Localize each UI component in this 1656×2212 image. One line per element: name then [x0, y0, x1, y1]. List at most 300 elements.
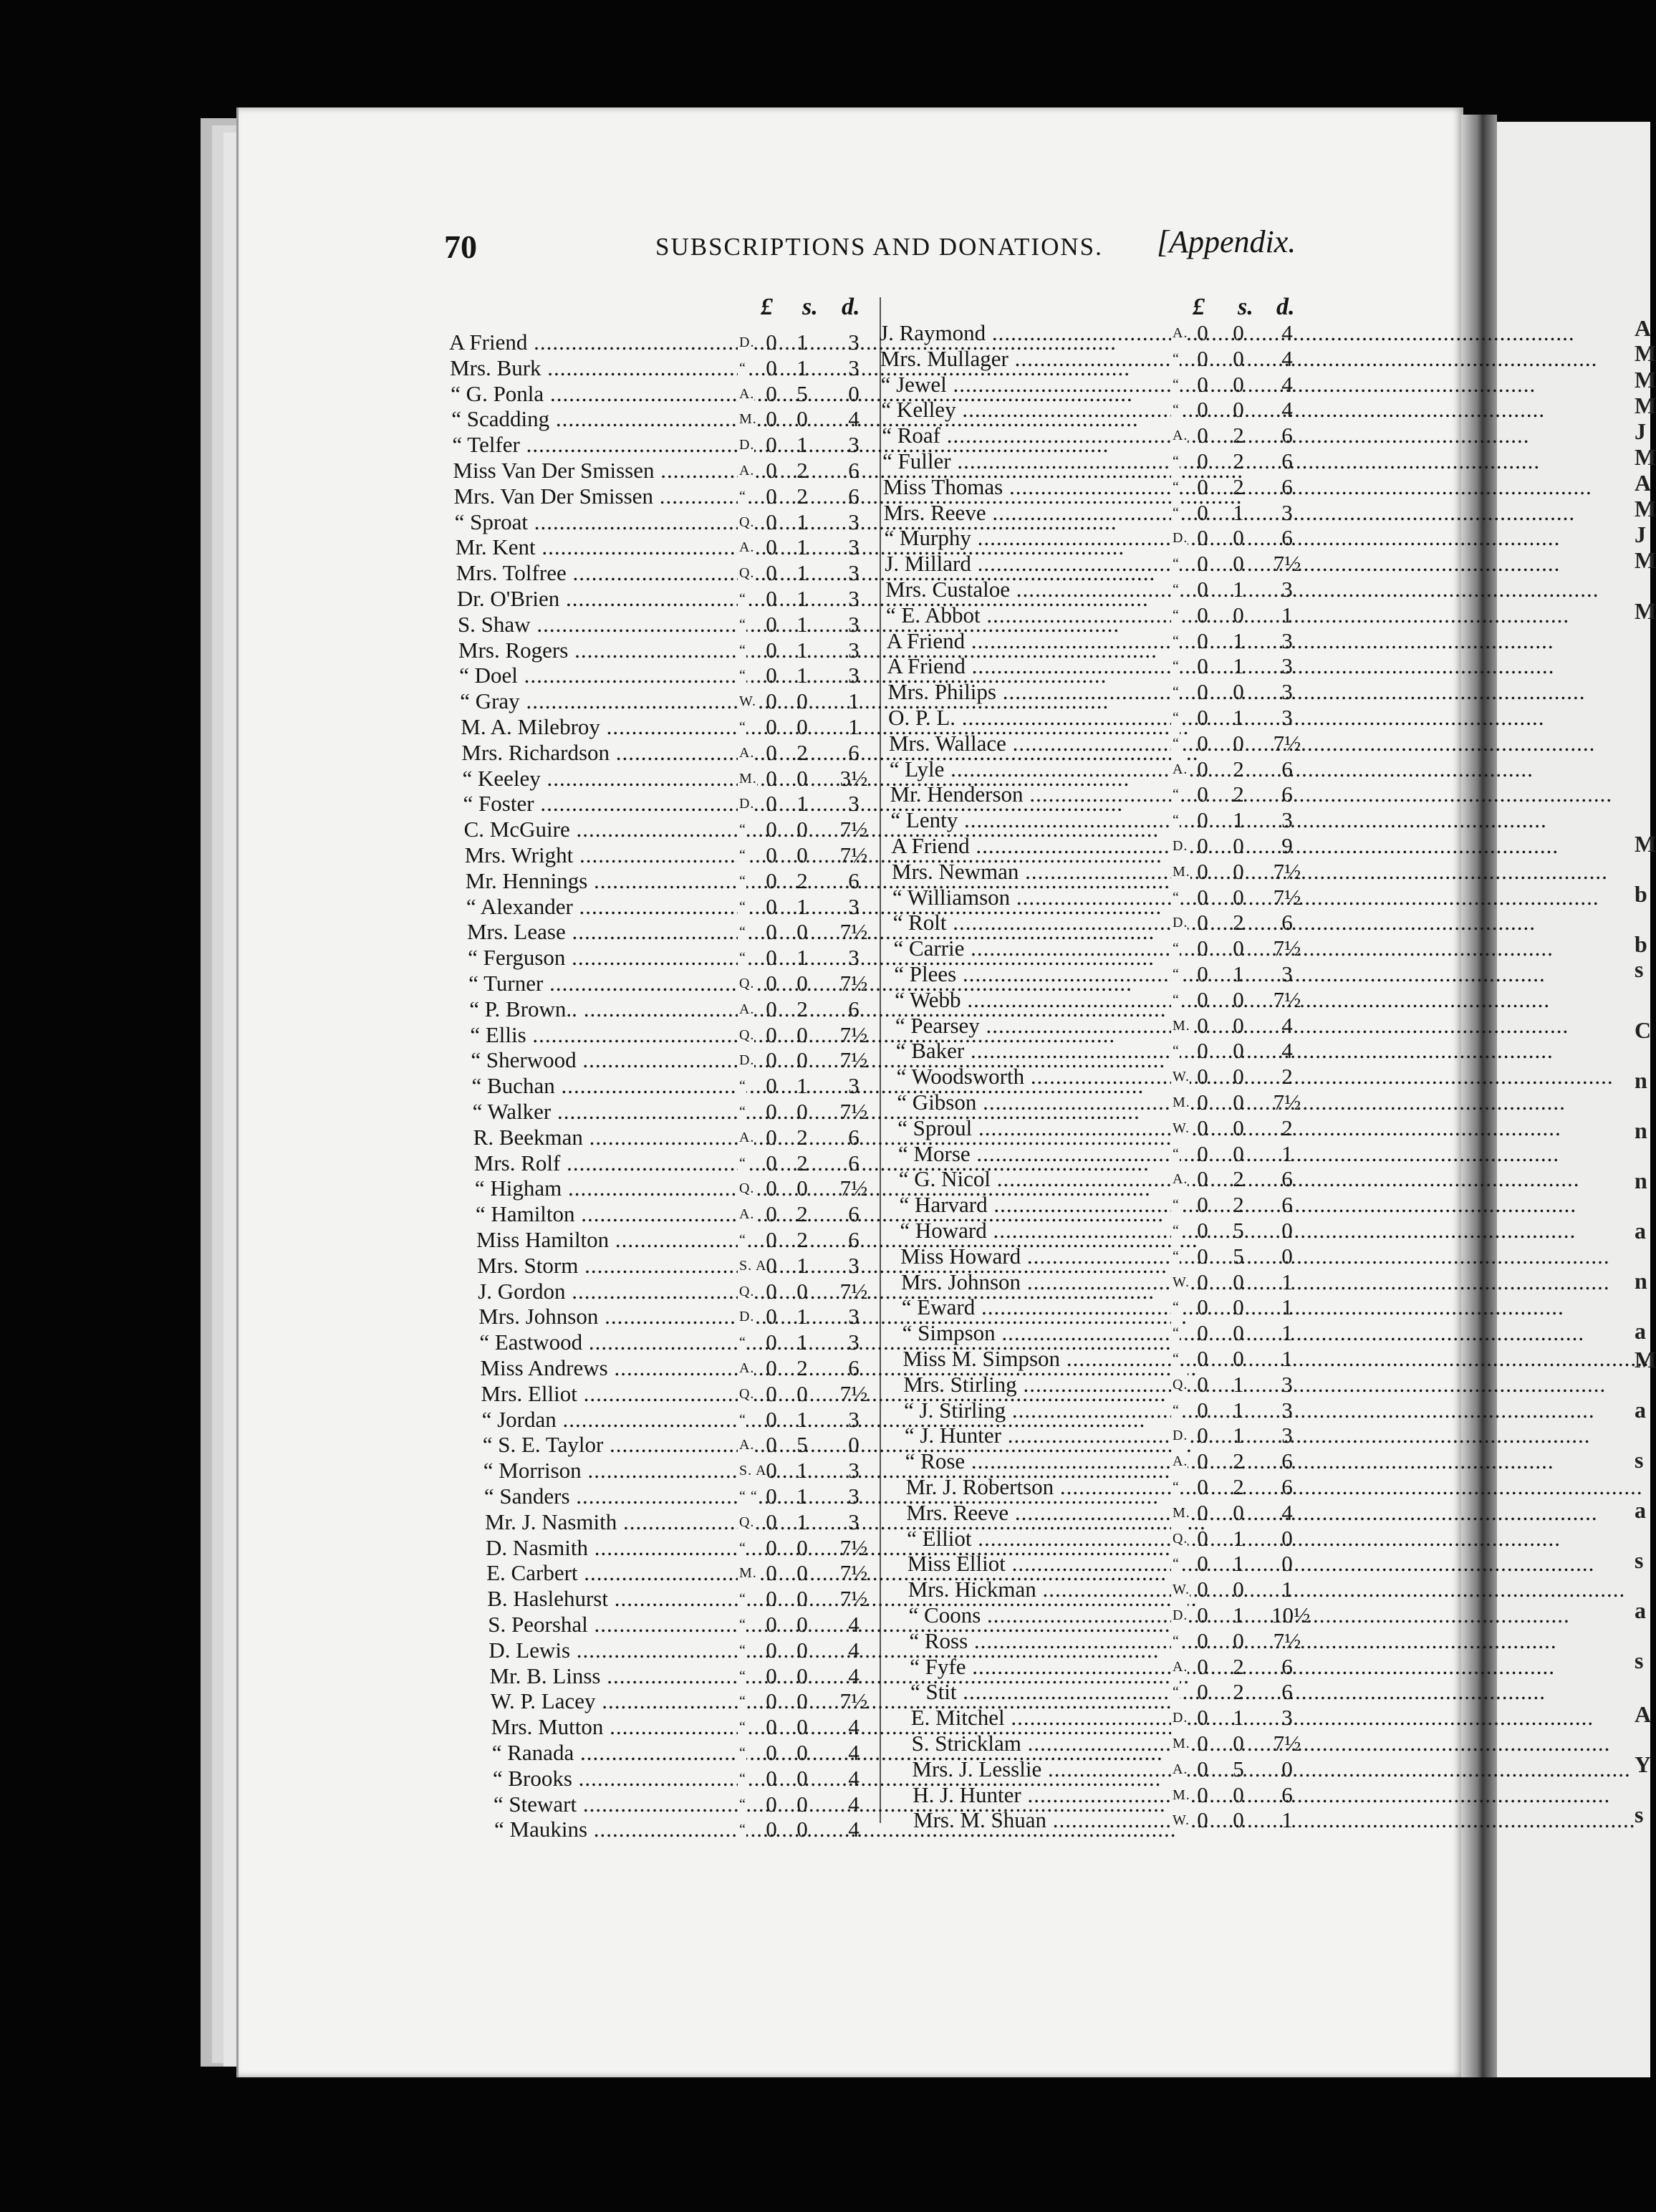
- subscriber-name: “ Morrison .....: [483, 1458, 738, 1484]
- pounds-value: 0: [766, 867, 777, 893]
- list-item: [458, 638, 881, 663]
- subscriber-name: “ Carrie .....: [893, 936, 1171, 961]
- list-item: [464, 817, 881, 842]
- subscriber-name: “ Coons .....: [909, 1602, 1171, 1628]
- pounds-value: 0: [766, 1227, 777, 1252]
- list-item: [449, 330, 881, 355]
- ward-code: A.: [738, 1355, 754, 1381]
- ward-code: “: [1171, 1038, 1180, 1064]
- subscriber-name: Mrs. Johnson .....: [478, 1304, 738, 1329]
- list-item: [491, 1688, 881, 1714]
- subscriber-name: “ Keeley .....: [462, 766, 738, 792]
- ward-code: “: [738, 638, 746, 663]
- subscriber-name: “ Fyfe .....: [910, 1654, 1171, 1680]
- list-item: [485, 1509, 881, 1535]
- list-item: [909, 1602, 1318, 1628]
- shillings-value: 0: [1233, 345, 1244, 371]
- pounds-value: 0: [766, 330, 777, 355]
- list-item: [478, 1279, 881, 1304]
- list-item: [881, 372, 1318, 398]
- shillings-value: 0: [1233, 602, 1244, 627]
- pence-value: 4: [848, 1740, 860, 1765]
- list-item: [908, 1551, 1318, 1577]
- shillings-value: 1: [1233, 627, 1244, 653]
- ward-code: M.: [1171, 859, 1190, 885]
- ward-code: W.: [1171, 1064, 1190, 1090]
- pence-value: 7½: [839, 1380, 868, 1406]
- pounds-value: 0: [1197, 1781, 1208, 1807]
- pence-value: 7½: [1273, 986, 1301, 1012]
- subscriber-name: “ E. Abbot .....: [886, 602, 1171, 628]
- ward-code: “: [738, 586, 746, 612]
- list-item: [906, 1500, 1318, 1526]
- shillings-value: 0: [796, 1663, 808, 1688]
- shillings-value: 1: [796, 1484, 808, 1509]
- ward-code: “: [738, 1227, 746, 1253]
- list-item: [889, 731, 1318, 756]
- list-item: [461, 740, 881, 766]
- subscriber-name: A Friend .....: [891, 833, 1171, 859]
- shillings-value: 1: [1233, 1397, 1244, 1423]
- list-item: [473, 1125, 881, 1150]
- pounds-value: 0: [1197, 1499, 1208, 1525]
- shillings-value: 1: [1233, 1423, 1244, 1448]
- list-item: [902, 1294, 1318, 1320]
- pence-value: 0: [1281, 1218, 1293, 1243]
- pounds-value: 0: [766, 817, 777, 842]
- subscriber-name: Mrs. Tolfree .....: [456, 560, 738, 586]
- pounds-value: 0: [1197, 961, 1208, 986]
- ward-code: “: [738, 1407, 746, 1433]
- shillings-value: 0: [796, 1765, 808, 1791]
- list-item: [901, 1269, 1318, 1295]
- pence-value: 4: [1281, 320, 1293, 345]
- ward-code: A.: [1171, 756, 1188, 782]
- pounds-value: 0: [766, 688, 777, 714]
- ward-code: Q.: [738, 1175, 754, 1201]
- pence-value: 6: [848, 739, 860, 765]
- pence-value: 7½: [1273, 730, 1301, 756]
- subscriber-name: “ Stit .....: [910, 1679, 1171, 1705]
- subscriber-name: “ Buchan .....: [472, 1073, 738, 1099]
- pounds-value: 0: [1197, 653, 1208, 679]
- subscriber-name: Mr. B. Linss .....: [489, 1663, 738, 1689]
- ward-code: “: [738, 663, 746, 688]
- pence-value: 3: [848, 893, 860, 919]
- pence-value: 3: [848, 611, 860, 637]
- list-item: [452, 432, 881, 458]
- shillings-value: 0: [1233, 858, 1244, 884]
- list-item: [486, 1560, 881, 1586]
- shillings-value: 0: [1233, 1781, 1244, 1807]
- list-item: [890, 807, 1318, 833]
- shillings-value: 1: [796, 432, 808, 458]
- shillings-value: 0: [796, 1714, 808, 1740]
- list-item: [910, 1654, 1318, 1680]
- pence-value: 3: [1281, 1397, 1293, 1423]
- subscriber-name: “ Higham .....: [475, 1175, 738, 1201]
- pence-value: 6: [1281, 1653, 1293, 1679]
- list-item: [476, 1227, 881, 1253]
- pence-value: 6: [1281, 1679, 1293, 1705]
- ward-code: M.: [738, 406, 757, 432]
- list-item: [880, 320, 1318, 346]
- pounds-value: 0: [766, 1560, 777, 1586]
- shillings-value: 2: [796, 458, 808, 483]
- shillings-heading: s.: [1238, 294, 1253, 320]
- facing-page-glyph: b: [1635, 931, 1647, 957]
- ward-code: A.: [738, 740, 754, 766]
- pence-value: 7½: [1273, 551, 1301, 577]
- ward-code: “: [1171, 705, 1180, 731]
- shillings-value: 0: [1233, 1115, 1244, 1140]
- list-item: [476, 1201, 881, 1227]
- pence-value: 3½: [839, 765, 868, 791]
- facing-page-glyph: J: [1635, 521, 1646, 547]
- pence-value: 10½: [1271, 1602, 1311, 1627]
- list-item: [488, 1638, 881, 1663]
- pounds-value: 0: [766, 1765, 777, 1791]
- pounds-value: 0: [1197, 473, 1208, 499]
- facing-page-glyph: n: [1635, 1168, 1647, 1193]
- pence-value: 7½: [839, 1586, 868, 1612]
- ward-code: W.: [1171, 1577, 1190, 1602]
- ward-code: D.: [1171, 1423, 1188, 1448]
- subscriber-name: “ Harvard .....: [900, 1192, 1171, 1218]
- ward-code: D.: [738, 330, 754, 355]
- ward-code: Q.: [1171, 1526, 1188, 1552]
- ward-code: “: [738, 945, 746, 971]
- subscriber-name: “ Maukins .....: [494, 1817, 738, 1842]
- list-item: [468, 945, 881, 971]
- pence-value: 3: [848, 663, 860, 688]
- pounds-value: 0: [766, 1380, 777, 1406]
- subscriber-name: “ Scadding .....: [451, 406, 738, 432]
- ward-code: “: [738, 1792, 746, 1817]
- ward-code: D.: [738, 432, 754, 458]
- pounds-value: 0: [1197, 1320, 1208, 1346]
- pence-value: 6: [848, 996, 860, 1021]
- subscriber-name: Miss Elliot .....: [908, 1551, 1171, 1577]
- pence-value: 4: [1281, 1499, 1293, 1525]
- pounds-value: 0: [1197, 1090, 1208, 1115]
- subscriber-name: S. Peorshal .....: [488, 1612, 738, 1638]
- list-item: [880, 346, 1318, 372]
- ward-code: W.: [1171, 1807, 1190, 1833]
- pounds-value: 0: [766, 1252, 777, 1278]
- ward-code: “: [1171, 1244, 1180, 1269]
- subscriber-name: “ Gray .....: [460, 688, 738, 714]
- shillings-value: 0: [1233, 1038, 1244, 1064]
- facing-page-glyph: n: [1635, 1117, 1647, 1143]
- pence-value: 7½: [839, 1278, 868, 1304]
- pence-value: 4: [848, 1714, 860, 1740]
- pence-value: 6: [1281, 525, 1293, 551]
- subscriber-name: “ Jordan .....: [482, 1407, 738, 1433]
- pounds-value: 0: [766, 1791, 777, 1817]
- list-item: [456, 560, 881, 586]
- subscriber-name: Mrs. Wright .....: [465, 842, 738, 868]
- shillings-value: 1: [796, 534, 808, 560]
- subscriber-name: M. A. Milebroy .....: [461, 714, 738, 740]
- subscriber-name: D. Lewis .....: [488, 1638, 738, 1663]
- pounds-value: 0: [766, 1355, 777, 1380]
- pounds-value: 0: [766, 663, 777, 688]
- shillings-value: 1: [796, 586, 808, 611]
- shillings-value: 5: [796, 380, 808, 406]
- facing-page-glyph: a: [1635, 1497, 1646, 1523]
- ward-code: D.: [1171, 1705, 1188, 1731]
- ward-code: Q.: [1171, 1372, 1188, 1398]
- ward-code: “: [738, 1766, 746, 1792]
- list-item: [474, 1150, 881, 1176]
- list-item: [450, 355, 881, 381]
- list-item: [909, 1628, 1318, 1654]
- ward-code: D.: [738, 791, 754, 817]
- list-item: [896, 1038, 1318, 1064]
- list-item: [885, 551, 1318, 577]
- ward-code: “: [1171, 448, 1180, 474]
- facing-page-glyph: M: [1635, 444, 1656, 470]
- pence-value: 1: [1281, 1346, 1293, 1371]
- pounds-value: 0: [766, 1021, 777, 1047]
- shillings-value: 2: [796, 1150, 808, 1175]
- pence-value: 6: [1281, 910, 1293, 936]
- subscriber-name: Mrs. Storm .....: [477, 1253, 738, 1279]
- pence-heading: d.: [842, 294, 860, 320]
- pence-value: 3: [848, 1509, 860, 1534]
- pence-value: 3: [848, 1458, 860, 1484]
- subscriber-name: Mrs. Burk .....: [450, 355, 738, 381]
- ward-code: “: [1171, 500, 1180, 526]
- pence-value: 7½: [839, 1688, 868, 1714]
- pounds-value: 0: [766, 355, 777, 380]
- ward-code: W.: [1171, 1269, 1190, 1295]
- subscriber-name: Mrs. Newman .....: [892, 859, 1171, 885]
- subscriber-name: “ Morse .....: [898, 1141, 1171, 1167]
- pence-value: 7½: [1273, 1090, 1301, 1115]
- pence-value: 3: [1281, 1371, 1293, 1397]
- subscriber-name: Mrs. Richardson .....: [461, 740, 738, 766]
- subscriber-name: Miss Hamilton .....: [476, 1227, 738, 1253]
- pounds-value: 0: [766, 1304, 777, 1329]
- pence-value: 3: [1281, 653, 1293, 679]
- shillings-value: 0: [1233, 1346, 1244, 1371]
- list-item: [900, 1192, 1318, 1218]
- list-item: [908, 1577, 1318, 1602]
- pence-value: 1: [848, 688, 860, 714]
- pence-value: 6: [1281, 1474, 1293, 1499]
- list-item: [890, 782, 1318, 807]
- shillings-value: 0: [796, 1586, 808, 1612]
- pence-value: 6: [1281, 1166, 1293, 1192]
- pence-value: 6: [1281, 1781, 1293, 1807]
- list-item: [465, 842, 881, 868]
- pounds-value: 0: [766, 637, 777, 663]
- subscriber-name: “ Fuller .....: [882, 448, 1171, 474]
- pounds-value: 0: [766, 534, 777, 560]
- subscriber-name: “ Alexander .....: [466, 894, 738, 920]
- pence-value: 2: [1281, 1064, 1293, 1090]
- list-item: [900, 1218, 1318, 1244]
- shillings-value: 0: [796, 1817, 808, 1842]
- pence-value: 1: [848, 714, 860, 739]
- subscriber-name: “ Lyle .....: [890, 756, 1171, 782]
- subscriber-name: Mrs. Philips .....: [887, 679, 1171, 705]
- subscriber-name: “ Lenty .....: [890, 807, 1171, 833]
- list-item: [913, 1807, 1318, 1833]
- shillings-value: 0: [1233, 1577, 1244, 1602]
- facing-page-glyph: n: [1635, 1268, 1647, 1294]
- shillings-value: 1: [1233, 807, 1244, 833]
- shillings-value: 0: [796, 919, 808, 945]
- pounds-value: 0: [766, 765, 777, 791]
- list-item: [883, 474, 1318, 500]
- pence-value: 0: [848, 1432, 860, 1458]
- facing-page-glyph: s: [1635, 1547, 1644, 1573]
- list-item: [882, 448, 1318, 474]
- subscriber-name: “ G. Nicol .....: [899, 1166, 1171, 1192]
- subscriber-name: J. Gordon .....: [478, 1279, 738, 1304]
- page-title: SUBSCRIPTIONS AND DONATIONS.: [655, 233, 1103, 261]
- pence-value: 7½: [1273, 936, 1301, 961]
- pounds-value: 0: [1197, 448, 1208, 473]
- list-item: [482, 1407, 881, 1433]
- pounds-value: 0: [1197, 1807, 1208, 1833]
- pence-value: 4: [1281, 1012, 1293, 1038]
- shillings-value: 2: [1233, 1448, 1244, 1474]
- facing-page-glyph: A: [1635, 1701, 1652, 1727]
- ward-code: “: [738, 1073, 746, 1099]
- pounds-value: 0: [766, 406, 777, 432]
- shillings-value: 0: [796, 817, 808, 842]
- subscriber-name: “ Williamson .....: [892, 885, 1171, 910]
- pence-value: 6: [848, 1355, 860, 1380]
- shillings-value: 0: [1233, 1320, 1244, 1346]
- pounds-value: 0: [766, 996, 777, 1021]
- ward-code: “: [1171, 1294, 1180, 1320]
- subscriber-name: Mr. J. Robertson .....: [905, 1474, 1171, 1500]
- pence-value: 6: [848, 483, 860, 509]
- pounds-heading: £: [1193, 294, 1205, 320]
- subscriber-name: “ Telfer .....: [452, 432, 738, 458]
- facing-page-glyph: M: [1635, 367, 1656, 393]
- pounds-value: 0: [1197, 602, 1208, 627]
- pence-value: 3: [848, 355, 860, 380]
- ward-code: “: [1171, 1628, 1180, 1654]
- pounds-value: 0: [766, 1509, 777, 1534]
- pence-value: 6: [848, 1124, 860, 1150]
- list-item: [492, 1740, 881, 1766]
- list-item: [460, 688, 881, 714]
- pence-value: 1: [1281, 1294, 1293, 1320]
- shillings-value: 0: [1233, 1731, 1244, 1756]
- list-item: [897, 1115, 1318, 1141]
- ward-code: W.: [1171, 1115, 1190, 1141]
- pounds-value: 0: [1197, 807, 1208, 833]
- pence-value: 7½: [839, 817, 868, 842]
- ward-code: Q.: [738, 1279, 754, 1304]
- pounds-value: 0: [766, 842, 777, 867]
- list-item: [882, 423, 1318, 448]
- ward-code: A.: [1171, 1654, 1188, 1680]
- shillings-value: 1: [1233, 1371, 1244, 1397]
- ward-code: “: [1171, 577, 1180, 602]
- pounds-value: 0: [766, 1586, 777, 1612]
- ward-code: Q.: [738, 971, 754, 996]
- facing-page-glyph: b: [1635, 881, 1647, 907]
- subscriber-name: “ Ross .....: [909, 1628, 1171, 1654]
- pence-value: 7½: [1273, 858, 1301, 884]
- pounds-value: 0: [1197, 1243, 1208, 1269]
- list-item: [461, 714, 881, 740]
- shillings-value: 1: [796, 1304, 808, 1329]
- subscriber-name: Mrs. J. Lesslie .....: [912, 1756, 1171, 1782]
- shillings-value: 2: [1233, 1653, 1244, 1679]
- ward-code: “ “: [738, 1484, 758, 1509]
- ward-code: M.: [1171, 1090, 1190, 1115]
- ward-code: Q.: [738, 1509, 754, 1535]
- pounds-value: 0: [766, 586, 777, 611]
- shillings-value: 1: [796, 945, 808, 971]
- pounds-heading: £: [761, 294, 773, 320]
- pence-value: 6: [848, 1150, 860, 1175]
- shillings-value: 0: [1233, 371, 1244, 397]
- ward-code: D.: [1171, 833, 1188, 859]
- list-item: [911, 1705, 1318, 1731]
- list-item: [898, 1141, 1318, 1167]
- list-item: [459, 663, 881, 688]
- subscriber-name: Mrs. Stirling .....: [903, 1372, 1171, 1398]
- shillings-value: 1: [796, 1458, 808, 1484]
- ward-code: “: [738, 868, 746, 894]
- subscriber-name: Mr. Hennings .....: [466, 868, 738, 894]
- pence-value: 3: [848, 432, 860, 458]
- pence-value: 4: [1281, 371, 1293, 397]
- subscriber-name: “ Rolt .....: [893, 910, 1171, 936]
- pounds-value: 0: [766, 1432, 777, 1458]
- subscriber-name: “ Foster .....: [463, 791, 738, 817]
- subscriber-name: C. McGuire .....: [464, 817, 738, 842]
- ward-code: “: [1171, 1679, 1180, 1705]
- list-item: [892, 885, 1318, 910]
- pence-value: 7½: [1273, 884, 1301, 910]
- shillings-value: 1: [796, 893, 808, 919]
- shillings-value: 2: [1233, 473, 1244, 499]
- ward-code: “: [1171, 653, 1180, 679]
- subscriber-name: J. Raymond .....: [880, 320, 1171, 346]
- ward-code: “: [1171, 551, 1180, 577]
- subscriber-name: Mrs. Custaloe .....: [885, 577, 1171, 602]
- shillings-value: 1: [796, 1406, 808, 1432]
- subscriber-name: A Friend .....: [887, 653, 1171, 679]
- pounds-value: 0: [1197, 1397, 1208, 1423]
- list-item: [890, 756, 1318, 782]
- subscriber-name: “ Howard .....: [900, 1218, 1171, 1244]
- pounds-value: 0: [766, 1406, 777, 1432]
- subscriber-name: S. Stricklam .....: [912, 1731, 1171, 1756]
- subscriber-name: “ Rose .....: [905, 1448, 1171, 1474]
- subscriber-name: “ J. Stirling .....: [904, 1398, 1171, 1423]
- list-item: [456, 534, 881, 560]
- facing-page-glyph: a: [1635, 1397, 1646, 1423]
- facing-page-glyph: Y: [1635, 1751, 1652, 1777]
- pence-value: 3: [1281, 627, 1293, 653]
- subscriber-name: E. Mitchel .....: [911, 1705, 1171, 1731]
- list-item: [893, 936, 1318, 961]
- list-item: [488, 1612, 881, 1638]
- list-item: [466, 894, 881, 920]
